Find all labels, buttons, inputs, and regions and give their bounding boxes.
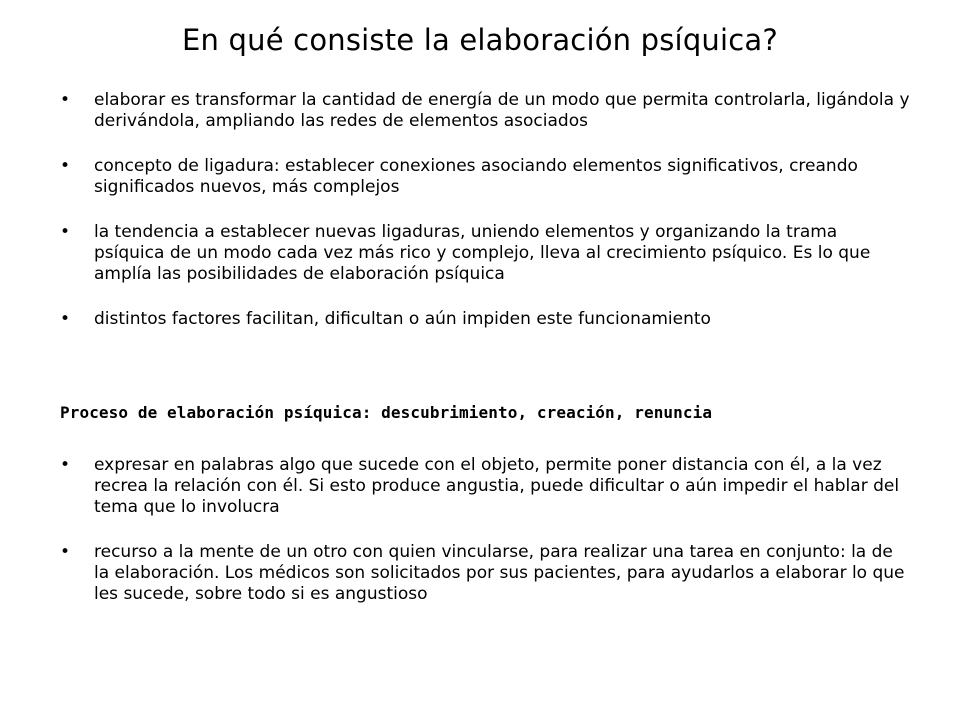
bullet-text: elaborar es transformar la cantidad de energía de un modo que permita controlarla, ligándola y derivándola, ampliando las redes de elementos asociados	[94, 90, 910, 131]
bullet-item	[60, 222, 910, 285]
bullet-list-primary	[60, 90, 910, 330]
bullet-item	[60, 309, 910, 330]
bullet-item	[60, 156, 910, 198]
bullet-icon: •	[60, 542, 71, 562]
bullet-text: concepto de ligadura: establecer conexiones asociando elementos significativos, creando significados nuevos, más complejos	[94, 156, 858, 197]
bullet-icon: •	[60, 309, 71, 329]
bullet-text: la tendencia a establecer nuevas ligaduras, uniendo elementos y organizando la trama psíquica de un modo cada vez más rico y complejo, lleva al crecimiento psíquico. Es lo que amplía las posibilidades de elaboración psíquica	[94, 222, 871, 284]
bullet-item	[60, 90, 910, 132]
bullet-text: recurso a la mente de un otro con quien vincularse, para realizar una tarea en conjunto: la de la elaboración. Los médicos son solicitados por sus pacientes, para ayudarlos a elaborar lo que les sucede, sobre todo si es angustioso	[94, 542, 905, 604]
section-subheading: Proceso de elaboración psíquica: descubrimiento, creación, renuncia	[60, 403, 713, 422]
bullet-icon: •	[60, 222, 71, 242]
bullet-text: expresar en palabras algo que sucede con el objeto, permite poner distancia con él, a la vez recrea la relación con él. Si esto produce angustia, puede dificultar o aún impedir el hablar del tema que lo involucra	[94, 455, 900, 517]
bullet-text: distintos factores facilitan, dificultan o aún impiden este funcionamiento	[94, 309, 711, 329]
bullet-item	[60, 542, 910, 605]
bullet-list-secondary	[60, 455, 910, 605]
bullet-icon: •	[60, 455, 71, 475]
bullet-icon: •	[60, 156, 71, 176]
slide-title: En qué consiste la elaboración psíquica?	[182, 23, 778, 57]
bullet-item	[60, 455, 910, 518]
bullet-icon: •	[60, 90, 71, 110]
